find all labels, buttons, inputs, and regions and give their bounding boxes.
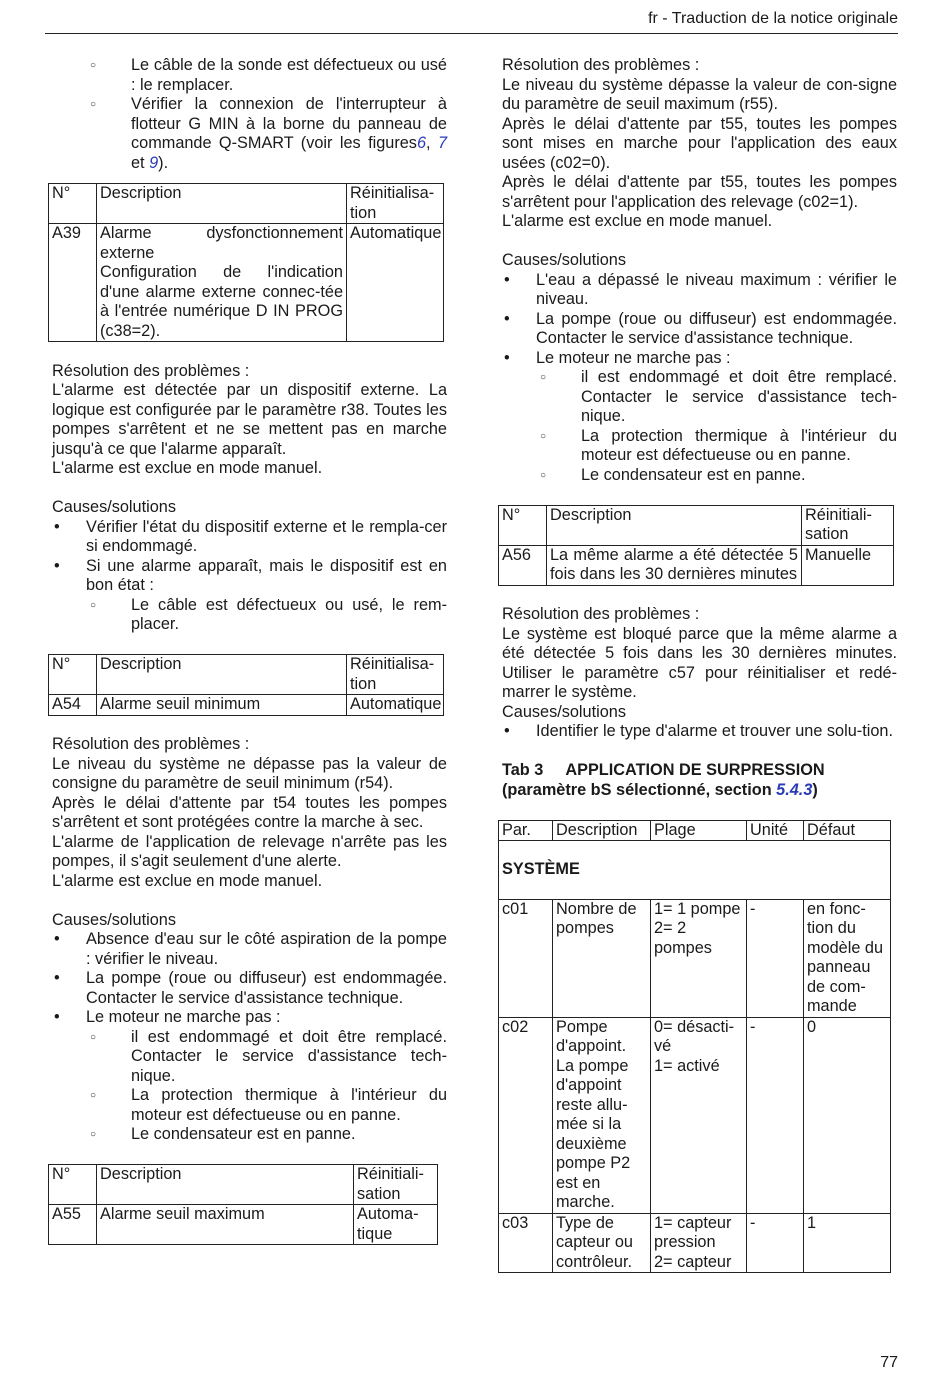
alarm-description: Alarme dysfonctionnement externe Configuration de l'indication d'une alarme externe connec-tée à l'entrée numérique D IN PROG (c38=2). bbox=[97, 224, 347, 342]
col-header-description: Description bbox=[97, 655, 347, 695]
param-unit: - bbox=[747, 1017, 804, 1213]
table-row bbox=[49, 1205, 438, 1245]
list-item: ○ il est endommagé et doit être remplacé. Contacter le service d'assistance tech-nique. bbox=[86, 1028, 447, 1087]
causes-list bbox=[52, 930, 447, 1145]
table-caption-sub: (paramètre bS sélectionné, section 5.4.3) bbox=[502, 780, 818, 799]
section-title: SYSTÈME bbox=[499, 841, 891, 900]
param-range: 0= désacti-vé 1= activé bbox=[651, 1017, 747, 1213]
section-heading: Résolution des problèmes : bbox=[52, 735, 250, 753]
figure-link-9[interactable]: 9 bbox=[149, 153, 159, 172]
col-header-reset: Réinitialisa-tion bbox=[347, 184, 444, 224]
paragraph: Après le délai d'attente par t54 toutes les pompes s'arrêtent et sont protégées contre la marche à sec. bbox=[52, 793, 447, 831]
param-range: 1= capteur pression 2= capteur bbox=[651, 1213, 747, 1273]
alarm-description: La même alarme a été détectée 5 fois dans les 30 dernières minutes bbox=[547, 545, 802, 585]
param-code: c03 bbox=[499, 1213, 553, 1273]
causes-list bbox=[502, 722, 897, 742]
section-heading: Résolution des problèmes : bbox=[502, 56, 700, 74]
alarm-reset: Automa-tique bbox=[354, 1205, 438, 1245]
table-caption: Tab 3 APPLICATION DE SURPRESSION bbox=[502, 761, 825, 779]
col-header-number: N° bbox=[499, 505, 547, 545]
parameter-table bbox=[498, 820, 891, 1274]
list-item: • Absence d'eau sur le côté aspiration de la pompe : vérifier le niveau. bbox=[52, 930, 447, 969]
list-item: • La pompe (roue ou diffuseur) est endommagée. Contacter le service d'assistance technique. bbox=[52, 969, 447, 1008]
section-heading: Causes/solutions bbox=[502, 702, 626, 721]
param-code: c02 bbox=[499, 1017, 553, 1213]
list-item: • La pompe (roue ou diffuseur) est endommagée. Contacter le service d'assistance technique. bbox=[502, 310, 897, 349]
section-heading: Causes/solutions bbox=[52, 910, 176, 929]
paragraph: Après le délai d'attente par t55, toutes les pompes s'arrêtent pour l'application des relevage (c02=1). bbox=[502, 173, 897, 211]
list-item: • Vérifier l'état du dispositif externe et le rempla-cer si endommagé. bbox=[52, 518, 447, 557]
alarm-code: A39 bbox=[49, 224, 97, 342]
list-item: ○ Vérifier la connexion de l'interrupteur à flotteur G MIN à la borne du panneau de commande Q-SMART (voir les figures6, 7 et 9). bbox=[86, 95, 447, 173]
causes-list bbox=[502, 271, 897, 486]
param-default: 1 bbox=[804, 1213, 891, 1273]
table-row bbox=[499, 1213, 891, 1273]
col-header-description: Description bbox=[97, 1165, 354, 1205]
col-header-description: Description bbox=[547, 505, 802, 545]
table-row bbox=[49, 695, 444, 716]
col-header-number: N° bbox=[49, 1165, 97, 1205]
paragraph: L'alarme est détectée par un dispositif externe. La logique est configurée par le paramètre r38. Toutes les pompes s'arrêtent et ne se mettent pas en marche jusqu'à ce que l'alarme apparaît. bbox=[52, 381, 447, 458]
section-heading: Causes/solutions bbox=[502, 251, 626, 269]
section-heading: Causes/solutions bbox=[52, 498, 176, 516]
figure-link-6[interactable]: 6 bbox=[416, 134, 427, 152]
paragraph: Le niveau du système ne dépasse pas la valeur de consigne du paramètre de seuil minimum (r54). bbox=[52, 754, 447, 792]
col-header-reset: Réinitiali-sation bbox=[802, 505, 894, 545]
alarm-table-a55 bbox=[48, 1164, 438, 1245]
header-divider bbox=[45, 33, 898, 34]
section-link[interactable]: 5.4.3 bbox=[776, 780, 813, 799]
paragraph: L'alarme de l'application de relevage n'arrête pas les pompes, il s'agit seulement d'une alerte. bbox=[52, 832, 447, 870]
paragraph: L'alarme est exclue en mode manuel. bbox=[52, 459, 323, 477]
col-header-default: Défaut bbox=[804, 820, 891, 841]
left-column bbox=[52, 56, 447, 1245]
figure-link-7[interactable]: 7 bbox=[437, 134, 447, 152]
list-item: • Identifier le type d'alarme et trouver une solu-tion. bbox=[502, 722, 897, 742]
param-description: Nombre de pompes bbox=[553, 899, 651, 1017]
alarm-code: A56 bbox=[499, 545, 547, 585]
param-default: en fonc-tion du modèle du panneau de com-mande bbox=[804, 899, 891, 1017]
list-item: • L'eau a dépassé le niveau maximum : vérifier le niveau. bbox=[502, 271, 897, 310]
table-header-row bbox=[499, 820, 891, 841]
table-header-row bbox=[49, 1165, 438, 1205]
alarm-reset: Manuelle bbox=[802, 545, 894, 585]
paragraph: Le niveau du système dépasse la valeur de con-signe du paramètre de seuil maximum (r55). bbox=[502, 75, 897, 113]
alarm-reset: Automatique bbox=[347, 695, 444, 716]
sub-list bbox=[86, 596, 447, 635]
col-header-description: Description bbox=[97, 184, 347, 224]
causes-list bbox=[52, 518, 447, 635]
list-item: ○ Le câble est défectueux ou usé, le rem-placer. bbox=[86, 596, 447, 635]
intro-sub-list bbox=[86, 56, 447, 173]
paragraph: L'alarme est exclue en mode manuel. bbox=[502, 212, 773, 230]
list-item: ○ La protection thermique à l'intérieur du moteur est défectueuse ou en panne. bbox=[86, 1086, 447, 1125]
right-column bbox=[502, 56, 897, 1273]
alarm-table-a56 bbox=[498, 505, 894, 586]
table-row bbox=[499, 545, 894, 585]
table-row bbox=[49, 224, 444, 342]
list-item: • Si une alarme apparaît, mais le dispositif est en bon état : ○ Le câble est défectueux ou usé, le rem-placer. bbox=[52, 557, 447, 635]
col-header-reset: Réinitialisa-tion bbox=[347, 655, 444, 695]
table-header-row bbox=[49, 655, 444, 695]
col-header-number: N° bbox=[49, 655, 97, 695]
page-header-title: fr - Traduction de la notice originale bbox=[648, 10, 898, 27]
list-item: ○ Le condensateur est en panne. bbox=[536, 466, 897, 486]
col-header-par: Par. bbox=[499, 820, 553, 841]
alarm-table-a54 bbox=[48, 654, 444, 716]
param-unit: - bbox=[747, 1213, 804, 1273]
list-item: ○ Le câble de la sonde est défectueux ou usé : le remplacer. bbox=[86, 56, 447, 95]
col-header-reset: Réinitiali-sation bbox=[354, 1165, 438, 1205]
paragraph: Le système est bloqué parce que la même alarme a été détectée 5 fois dans les 30 dernières minutes. Utiliser le paramètre c57 pour réinitialiser et redé-marrer le système. bbox=[502, 624, 897, 701]
sub-list bbox=[536, 368, 897, 485]
section-heading: Résolution des problèmes : bbox=[502, 605, 700, 623]
list-item: ○ La protection thermique à l'intérieur du moteur est défectueuse ou en panne. bbox=[536, 427, 897, 466]
sub-list bbox=[86, 1028, 447, 1145]
table-header-row bbox=[499, 505, 894, 545]
list-item: ○ il est endommagé et doit être remplacé. Contacter le service d'assistance tech-nique. bbox=[536, 368, 897, 427]
alarm-table-a39 bbox=[48, 183, 444, 342]
alarm-reset: Automatique bbox=[347, 224, 444, 342]
paragraph: Après le délai d'attente par t55, toutes les pompes sont mises en marche pour l'application des eaux usées (c02=0). bbox=[502, 114, 897, 172]
alarm-code: A54 bbox=[49, 695, 97, 716]
param-description: Type de capteur ou contrôleur. bbox=[553, 1213, 651, 1273]
param-code: c01 bbox=[499, 899, 553, 1017]
col-header-range: Plage bbox=[651, 820, 747, 841]
list-item: • Le moteur ne marche pas : ○ il est endommagé et doit être remplacé. Contacter le service d'assistance tech-nique. ○ La protection thermique à l'intérieur du moteur est défectueuse ou en panne. ○ Le condensateur est en panne. bbox=[52, 1008, 447, 1145]
alarm-code: A55 bbox=[49, 1205, 97, 1245]
page-number: 77 bbox=[880, 1354, 898, 1371]
table-row bbox=[499, 1017, 891, 1213]
paragraph: L'alarme est exclue en mode manuel. bbox=[52, 871, 323, 890]
param-range: 1= 1 pompe 2= 2 pompes bbox=[651, 899, 747, 1017]
table-section-row bbox=[499, 841, 891, 900]
alarm-description: Alarme seuil minimum bbox=[97, 695, 347, 716]
param-description: Pompe d'appoint. La pompe d'appoint reste allu-mée si la deuxième pompe P2 est en marche. bbox=[553, 1017, 651, 1213]
col-header-description: Description bbox=[553, 820, 651, 841]
col-header-number: N° bbox=[49, 184, 97, 224]
col-header-unit: Unité bbox=[747, 820, 804, 841]
table-row bbox=[499, 899, 891, 1017]
table-header-row bbox=[49, 184, 444, 224]
param-unit: - bbox=[747, 899, 804, 1017]
param-default: 0 bbox=[804, 1017, 891, 1213]
list-item: ○ Le condensateur est en panne. bbox=[86, 1125, 447, 1145]
alarm-description: Alarme seuil maximum bbox=[97, 1205, 354, 1245]
list-item: • Le moteur ne marche pas : ○ il est endommagé et doit être remplacé. Contacter le service d'assistance tech-nique. ○ La protection thermique à l'intérieur du moteur est défectueuse ou en panne. ○ Le condensateur est en panne. bbox=[502, 349, 897, 486]
section-heading: Résolution des problèmes : bbox=[52, 361, 250, 380]
